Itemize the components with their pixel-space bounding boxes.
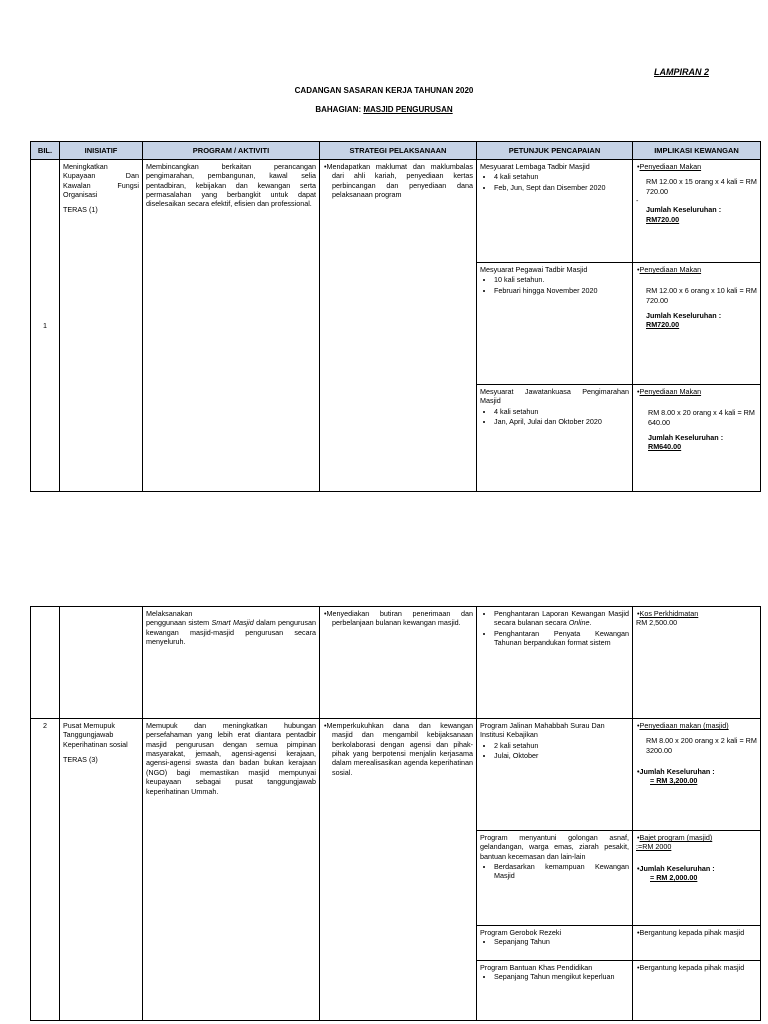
list-item: • 4 kali setahun	[494, 172, 629, 181]
petunjuk-title: Program menyantuni golongan asnaf, gelandangan, warga emas, ziarah pesakit, bantuan kecemasan dan lain-lain	[480, 833, 629, 861]
strategi-cell	[320, 719, 477, 1021]
col-header-petunjuk: PETUNJUK PENCAPAIAN	[477, 142, 633, 160]
teras-label: TERAS (1)	[63, 205, 98, 215]
petunjuk-title: Program Gerobok Rezeki	[480, 928, 562, 937]
petunjuk-cell	[477, 961, 633, 1021]
total-label: Jumlah Keseluruhan :	[646, 311, 722, 321]
petunjuk-title: Program Jalinan Mahabbah Surau Dan Institusi Kebajikan	[480, 721, 605, 740]
list-item: • 4 kali setahun	[494, 407, 629, 416]
implikasi-value: RM 2,500.00	[636, 618, 678, 628]
document-title: CADANGAN SASARAN KERJA TAHUNAN 2020	[294, 86, 474, 95]
total-value: RM720.00	[646, 320, 680, 330]
list-item: • Jan, April, Julai dan Oktober 2020	[494, 417, 629, 426]
inisiatif-cell	[60, 160, 143, 492]
col-header-bil: BIL.	[31, 142, 60, 160]
petunjuk-cell	[477, 831, 633, 926]
total-value: RM640.00	[648, 442, 682, 452]
strategi-text: • Mendapatkan maklumat dan maklumbalas dari ahli kariah, penyediaan kertas perbincangan dan penyediaan dana pelaksanaan program	[332, 162, 473, 199]
list-item: • Julai, Oktober	[494, 751, 629, 760]
total-label: Jumlah Keseluruhan :	[639, 863, 715, 873]
col-header-strategi: STRATEGI PELAKSANAAN	[320, 142, 477, 160]
implikasi-sub: :=RM 2000	[636, 842, 672, 852]
table-row	[31, 607, 761, 719]
implikasi-cell	[633, 607, 761, 719]
list-item: • Penghantaran Laporan Kewangan Masjid secara bulanan secara Online.	[494, 609, 629, 628]
strategi-cell	[320, 607, 477, 719]
bil-cell: 1	[31, 160, 60, 492]
bahagian-label: BAHAGIAN:	[315, 105, 364, 114]
implikasi-cell	[633, 385, 761, 492]
petunjuk-cell	[477, 607, 633, 719]
implikasi-cell	[633, 831, 761, 926]
list-item: • 2 kali setahun	[494, 741, 629, 750]
implikasi-text: • Bergantung kepada pihak masjid	[645, 963, 757, 972]
bahagian-line	[0, 105, 768, 114]
list-item: • 10 kali setahun.	[494, 275, 629, 284]
petunjuk-cell	[477, 719, 633, 831]
total-value: RM720.00	[646, 214, 680, 224]
list-item: • Berdasarkan kemampuan Kewangan Masjid	[494, 862, 629, 881]
table-page-2	[30, 606, 761, 1021]
program-cell	[143, 607, 320, 719]
program-text-2: penggunaan sistem Smart Masjid dalam pengurusan kewangan masjid-masjid pengurusan secara menyeluruh.	[146, 618, 316, 647]
list-item: • Februari hingga November 2020	[494, 286, 629, 295]
total-label: Jumlah Keseluruhan :	[639, 767, 715, 777]
petunjuk-cell	[477, 160, 633, 263]
table-row	[31, 160, 761, 263]
implikasi-cell	[633, 160, 761, 263]
bil-cell: 2	[31, 719, 60, 1021]
petunjuk-cell	[477, 263, 633, 385]
lampiran-label: LAMPIRAN 2	[654, 67, 710, 77]
total-label: Jumlah Keseluruhan :	[648, 433, 724, 443]
program-cell: Membincangkan berkaitan perancangan pengimarahan, pembangunan, kawal selia pentadbiran, kebijakan dan kewangan serta permasalahan yang berbangkit untuk dapat diselesaikan secara efektif, efisien dan professional.	[143, 160, 320, 492]
petunjuk-title: Mesyuarat Jawatankuasa Pengimarahan Masjid	[480, 387, 629, 406]
strategi-text: • Menyediakan butiran penerimaan dan perbelanjaan bulanan kewangan masjid.	[332, 609, 473, 628]
implikasi-heading: Penyediaan makan (masjid)	[639, 721, 729, 730]
implikasi-dash: -	[636, 196, 639, 206]
inisiatif-cell	[60, 719, 143, 1021]
teras-label: TERAS (3)	[63, 755, 98, 765]
implikasi-text: • Bergantung kepada pihak masjid	[645, 928, 757, 937]
col-header-inisiatif: INISIATIF	[60, 142, 143, 160]
inisiatif-text: Pusat Memupuk Tanggungjawab Keperihatinan sosial	[63, 721, 128, 749]
implikasi-calc: RM 12.00 x 15 orang x 4 kali = RM 720.00	[646, 177, 757, 196]
implikasi-calc: RM 12.00 x 6 orang x 10 kali = RM 720.00	[646, 286, 757, 305]
strategi-text: • Memperkukuhkan dana dan kewangan masjid dan mengambil kebijaksanaan berkolaborasi dengan agensi dan pihak-pihak yang berpotensi menjalin kerjasama dalam merealisasikan agenda keperihatinan sosial.	[332, 721, 473, 777]
list-item: • Sepanjang Tahun mengikut keperluan	[494, 972, 629, 981]
table-row	[31, 719, 761, 831]
bahagian-value: MASJID PENGURUSAN	[363, 105, 453, 114]
bil-cell	[31, 607, 60, 719]
implikasi-cell	[633, 961, 761, 1021]
col-header-program: PROGRAM / AKTIVITI	[143, 142, 320, 160]
table-page-1	[30, 141, 761, 492]
program-text-1: Melaksanakan	[146, 609, 193, 618]
total-label: Jumlah Keseluruhan :	[646, 205, 722, 215]
implikasi-calc: RM 8.00 x 200 orang x 2 kali = RM 3200.00	[646, 736, 757, 755]
list-item: • Penghantaran Penyata Kewangan Tahunan berpandukan format sistem	[494, 629, 629, 648]
total-value: = RM 3,200.00	[650, 776, 698, 786]
implikasi-cell	[633, 719, 761, 831]
implikasi-cell	[633, 263, 761, 385]
inisiatif-cell	[60, 607, 143, 719]
implikasi-heading: Penyediaan Makan	[639, 387, 702, 396]
implikasi-heading: Penyediaan Makan	[639, 265, 702, 274]
col-header-implikasi: IMPLIKASI KEWANGAN	[633, 142, 761, 160]
strategi-cell	[320, 160, 477, 492]
petunjuk-title: Program Bantuan Khas Pendidikan	[480, 963, 593, 972]
list-item: • Sepanjang Tahun	[494, 937, 629, 946]
inisiatif-text: Meningkatkan Kupayaan Dan Kawalan Fungsi Organisasi	[63, 162, 139, 200]
implikasi-heading: Bajet program (masjid)	[639, 833, 713, 842]
petunjuk-cell	[477, 926, 633, 961]
implikasi-heading: Kos Perkhidmatan	[639, 609, 699, 618]
petunjuk-title: Mesyuarat Pegawai Tadbir Masjid	[480, 265, 588, 274]
implikasi-cell	[633, 926, 761, 961]
implikasi-heading: Penyediaan Makan	[639, 162, 702, 171]
list-item: • Feb, Jun, Sept dan Disember 2020	[494, 183, 629, 192]
petunjuk-title: Mesyuarat Lembaga Tadbir Masjid	[480, 162, 590, 171]
implikasi-calc: RM 8.00 x 20 orang x 4 kali = RM 640.00	[648, 408, 755, 427]
petunjuk-cell	[477, 385, 633, 492]
program-cell: Memupuk dan meningkatkan hubungan persefahaman yang lebih erat diantara pentadbir masjid pengurusan dengan semua pimpinan masyarakat, jemaah, agensi-agensi kerajaan, agensi-agensi swasta dan badan bukan kerajaan (NGO) bagi memastikan masjid mempunyai keupayaan sebagai pusat tanggungjawab keperihatinan Ummah.	[143, 719, 320, 1021]
total-value: = RM 2,000.00	[650, 873, 698, 883]
table-header-row	[31, 142, 761, 160]
